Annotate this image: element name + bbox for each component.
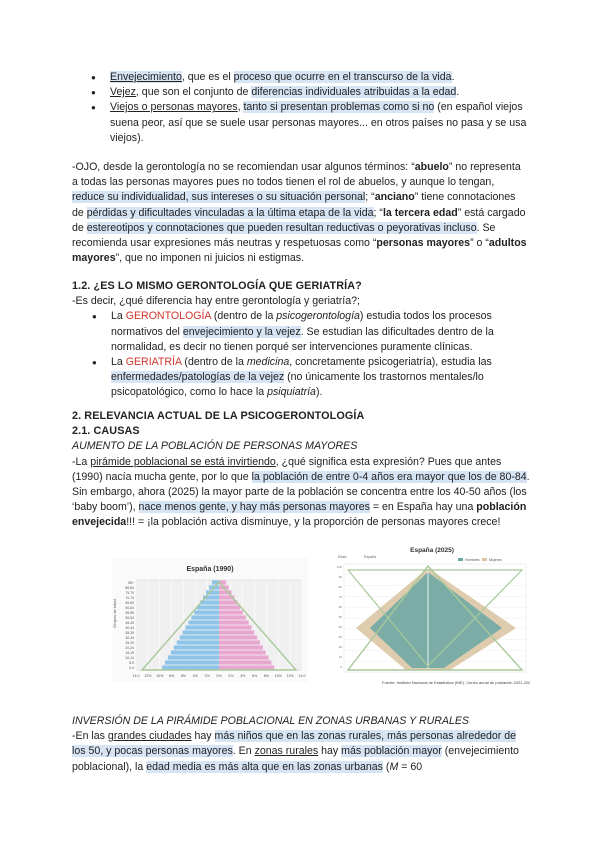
- bullet-geriatria: ● La GERIATRÍA (dentro de la medicina, concretamente psicogeriatría), estudia las enfermedades/patologías de la vejez (no únicamente los trastornos mentales/lo psicopatológico, como lo hace la psiquiatría).: [111, 355, 532, 401]
- legend-male-label: Hombres: [465, 558, 480, 562]
- age-tick: 20: [338, 645, 342, 649]
- axis-label: 10%: [274, 674, 282, 678]
- age-tick: 40: [338, 625, 342, 629]
- age-tick: 70: [338, 595, 342, 599]
- pyramid-2025-subtitle: España: [364, 555, 377, 559]
- age-label: 50-54: [125, 616, 134, 620]
- age-tick: 100: [336, 565, 342, 569]
- axis-label: 8%: [263, 674, 270, 678]
- age-tick: 0: [340, 665, 342, 669]
- axis-label: 6%: [251, 674, 258, 678]
- age-tick: 50: [338, 615, 342, 619]
- ojo-paragraph: -OJO, desde la gerontología no se recomiendan usar algunos términos: “abuelo” no representa a todas las personas mayores pues no todos tienen el rol de abuelos, y aunque lo tengan, reduce su individualidad, sus intereses o su situación personal; “anciano” tiene connotaciones de pérdidas y dificultades vinculadas a la última etapa de la vida; “la tercera edad” está cargado de estereotipos y connotaciones que pueden resultan reductivas o peyorativas incluso. Se recomienda usar expresiones más neutras y respetuosas como “personas mayores” o “adultos mayores”, que no imponen ni juicios ni estigmas.: [72, 161, 527, 265]
- bar-male: [180, 635, 219, 639]
- age-label: 10-14: [125, 656, 134, 660]
- bar-male: [186, 625, 219, 629]
- bar-male: [171, 650, 219, 654]
- axis-label: 2%: [204, 674, 210, 678]
- legend-female-label: Mujeres: [489, 558, 502, 562]
- axis-label: 12%: [286, 674, 294, 678]
- age-label: 55-59: [125, 611, 134, 615]
- bar-male: [174, 645, 219, 649]
- age-tick: 10: [338, 655, 342, 659]
- age-label: 80-84: [125, 586, 134, 590]
- axis-label: 0%: [216, 674, 222, 678]
- bar-male: [197, 605, 219, 609]
- age-label: 15-19: [125, 651, 134, 655]
- legend-male-swatch: [458, 558, 463, 561]
- bullet-gerontologia: ● La GERONTOLOGÍA (dentro de la psicogerontología) estudia todos los procesos normativos del envejecimiento y la vejez. Se estudian las dificultades dentro de la normalidad, es decir no tienen porqué ser intervenciones puramente clínicas.: [111, 309, 532, 355]
- section-inversion: [72, 714, 532, 775]
- pyramid-1990-age-labels: [125, 581, 134, 670]
- bar-male: [162, 665, 219, 669]
- axis-label: 14.0: [298, 674, 306, 678]
- age-label: 35-39: [125, 631, 134, 635]
- pyramid-2025-figure: [330, 544, 530, 688]
- age-label: 30-34: [125, 636, 134, 640]
- inversion-paragraph: -En las grandes ciudades hay más niños que en las zonas rurales, más personas alrededor de los 50, y pocas personas mayores. En zonas rurales hay más población mayor (envejecimiento poblacional), la edad media es más alta que en las zonas urbanas (M = 60: [72, 730, 519, 773]
- axis-label: 4%: [192, 674, 198, 678]
- bar-female: [219, 615, 246, 619]
- section-1-2: [72, 279, 532, 401]
- bar-male: [183, 630, 219, 634]
- section-1-2-intro: -Es decir, ¿qué diferencia hay entre gerontología y geriatría?;: [72, 295, 360, 308]
- bar-female: [219, 640, 260, 644]
- bar-male: [191, 615, 219, 619]
- axis-label: 4%: [240, 674, 246, 678]
- pyramid-2025-chart: [330, 544, 530, 688]
- axis-label: 6%: [180, 674, 187, 678]
- axis-label: 14.0: [132, 674, 140, 678]
- age-label: 5-9: [129, 661, 134, 665]
- section-2-title: 2. RELEVANCIA ACTUAL DE LA PSICOGERONTOLOGÍA: [72, 410, 365, 422]
- bullet-vejez: ● Vejez, que son el conjunto de diferencias individuales atribuidas a la edad.: [110, 85, 538, 100]
- bar-female: [219, 665, 274, 669]
- bar-male: [177, 640, 219, 644]
- pyramid-1990-figure: [112, 558, 308, 682]
- legend-female-swatch: [482, 558, 487, 561]
- age-label: 20-24: [125, 646, 134, 650]
- inversion-title: INVERSIÓN DE LA PIRÁMIDE POBLACIONAL EN ZONAS URBANAS Y RURALES: [72, 715, 469, 727]
- age-label: 85+: [128, 581, 134, 585]
- age-tick: 60: [338, 605, 342, 609]
- age-label: 70-74: [125, 596, 134, 600]
- pyramid-2025-title: España (2025): [410, 547, 454, 554]
- definitions-list: [110, 70, 538, 146]
- bar-female: [219, 600, 237, 604]
- bar-female: [219, 610, 243, 614]
- age-label: 45-49: [125, 621, 134, 625]
- pyramid-2025-age-label: Edad: [338, 555, 347, 559]
- section-2-1-title: 2.1. CAUSAS: [72, 425, 140, 438]
- pyramid-1990-axis-labels: [133, 674, 306, 678]
- axis-label: 8%: [168, 674, 175, 678]
- bar-female: [219, 605, 240, 609]
- axis-label: 10%: [156, 674, 164, 678]
- age-label: 75-79: [125, 591, 134, 595]
- pyramid-2025-source: Fuente: Instituto Nacional de Estadística (INE). Censo anual de población 2021-2024: [382, 680, 530, 685]
- bar-female: [219, 645, 263, 649]
- bullet-envejecimiento: ● Envejecimiento, que es el proceso que ocurre en el transcurso de la vida.: [110, 70, 538, 85]
- pyramid-1990-chart: [112, 558, 308, 682]
- age-tick: 30: [338, 635, 342, 639]
- age-label: 65-69: [125, 601, 134, 605]
- pyramid-1990-ylabel: Grupos de edad: [112, 599, 117, 628]
- bar-female: [219, 660, 271, 664]
- bar-male: [168, 655, 219, 659]
- bar-male: [194, 610, 219, 614]
- age-label: 0-4: [129, 666, 134, 670]
- axis-label: 12%: [144, 674, 152, 678]
- pyramid-1990-plot: [136, 580, 302, 670]
- cause-1-title: AUMENTO DE LA POBLACIÓN DE PERSONAS MAYORES: [72, 440, 358, 453]
- bar-female: [219, 625, 251, 629]
- cause-1-paragraph: -La pirámide poblacional se está invirtiendo, ¿qué significa esta expresión? Pues que antes (1990) nacía mucha gente, por lo que la población de entre 0-4 años era mayor que los de 80-84. Sin embargo, ahora (2025) la mayor parte de la población se concentra entre los 40-50 años (los ‘baby boom’), nace menos gente, y hay más personas mayores = en España hay una población envejecida!!! = ¡la población activa disminuye, y la proporción de personas mayores crece!: [72, 455, 530, 529]
- age-label: 25-29: [125, 641, 134, 645]
- bar-female: [219, 630, 254, 634]
- age-label: 40-44: [125, 626, 134, 630]
- bar-female: [219, 655, 269, 659]
- pyramid-1990-title: España (1990): [186, 566, 234, 573]
- section-2: [72, 409, 532, 531]
- bar-male: [165, 660, 219, 664]
- age-label: 60-64: [125, 606, 134, 610]
- bullet-viejos: ● Viejos o personas mayores, tanto si presentan problemas como si no (en español viejos suena peor, así que se suele usar personas mayores... en otros países no pasa y se usa viejos).: [110, 100, 538, 146]
- age-tick: 90: [338, 575, 342, 579]
- bar-female: [219, 620, 249, 624]
- bar-female: [219, 650, 266, 654]
- age-tick: 80: [338, 585, 342, 589]
- bar-male: [188, 620, 219, 624]
- section-1-2-title: 1.2. ¿ES LO MISMO GERONTOLOGÍA QUE GERIATRÍA?: [72, 280, 362, 292]
- axis-label: 2%: [228, 674, 234, 678]
- pyramid-2025-plot: [337, 564, 526, 672]
- bar-female: [219, 635, 257, 639]
